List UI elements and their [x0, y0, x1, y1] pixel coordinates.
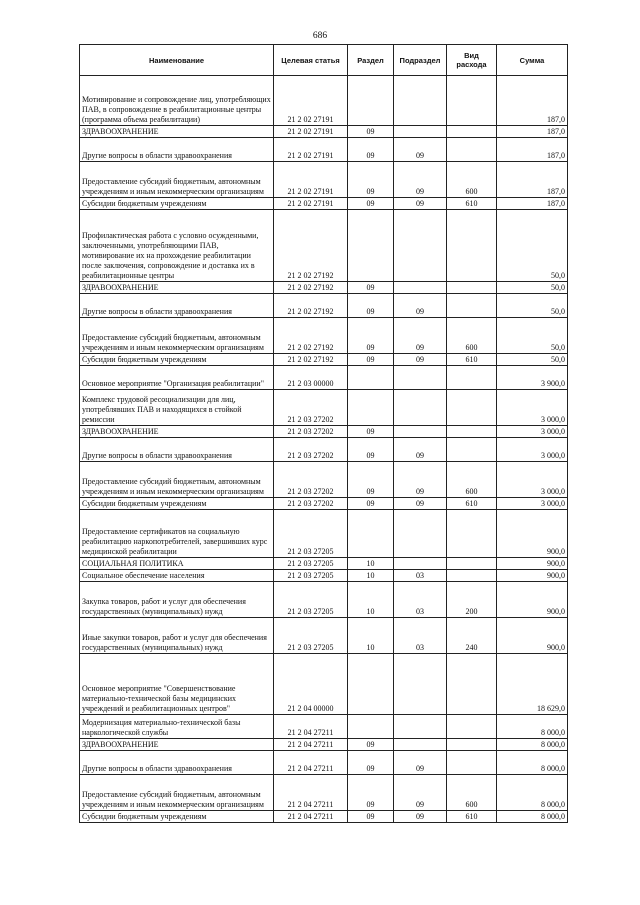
cell-sum: 900,0: [497, 510, 568, 558]
cell-sec: 09: [348, 498, 394, 510]
cell-sec: [348, 210, 394, 282]
cell-sum: 3 000,0: [497, 498, 568, 510]
cell-sub: 09: [394, 498, 447, 510]
cell-name: Основное мероприятие "Совершенствование материально-технической базы медицинских учреждений и реабилитационных центров": [80, 654, 274, 715]
cell-sum: 8 000,0: [497, 775, 568, 811]
cell-sum: 187,0: [497, 76, 568, 126]
table-row: [80, 126, 568, 138]
cell-sum: 8 000,0: [497, 751, 568, 775]
cell-sec: 10: [348, 570, 394, 582]
cell-sub: 09: [394, 318, 447, 354]
table-row: [80, 138, 568, 162]
cell-sub: 09: [394, 751, 447, 775]
cell-name: Другие вопросы в области здравоохранения: [80, 751, 274, 775]
cell-sum: 3 000,0: [497, 390, 568, 426]
cell-sub: 09: [394, 775, 447, 811]
table-row: [80, 739, 568, 751]
cell-vr: 200: [447, 582, 497, 618]
cell-sub: 09: [394, 162, 447, 198]
cell-cs: 21 2 04 27211: [274, 751, 348, 775]
cell-sum: 900,0: [497, 582, 568, 618]
table-row: [80, 570, 568, 582]
table-row: [80, 654, 568, 715]
cell-vr: 610: [447, 811, 497, 823]
cell-sec: [348, 654, 394, 715]
cell-sub: [394, 210, 447, 282]
cell-sec: 09: [348, 138, 394, 162]
cell-sec: 09: [348, 739, 394, 751]
cell-vr: [447, 126, 497, 138]
cell-cs: 21 2 03 27202: [274, 426, 348, 438]
cell-sec: [348, 76, 394, 126]
cell-sec: 09: [348, 426, 394, 438]
cell-name: ЗДРАВООХРАНЕНИЕ: [80, 426, 274, 438]
cell-sec: 09: [348, 751, 394, 775]
cell-vr: [447, 366, 497, 390]
header-section: Раздел: [348, 45, 394, 76]
cell-vr: 600: [447, 162, 497, 198]
cell-vr: [447, 558, 497, 570]
table-row: [80, 366, 568, 390]
cell-name: Социальное обеспечение населения: [80, 570, 274, 582]
cell-sub: [394, 126, 447, 138]
cell-vr: [447, 438, 497, 462]
cell-sum: 187,0: [497, 162, 568, 198]
cell-vr: 600: [447, 775, 497, 811]
cell-sum: 900,0: [497, 618, 568, 654]
table-row: [80, 318, 568, 354]
cell-vr: 600: [447, 318, 497, 354]
cell-cs: 21 2 02 27191: [274, 76, 348, 126]
cell-sum: 50,0: [497, 210, 568, 282]
cell-sum: 50,0: [497, 354, 568, 366]
cell-sum: 3 000,0: [497, 438, 568, 462]
cell-sum: 8 000,0: [497, 715, 568, 739]
cell-name: Предоставление субсидий бюджетным, автономным учреждениям и иным некоммерческим организациям: [80, 162, 274, 198]
cell-cs: 21 2 04 27211: [274, 739, 348, 751]
cell-sum: 18 629,0: [497, 654, 568, 715]
cell-sub: 09: [394, 354, 447, 366]
cell-cs: 21 2 03 27202: [274, 498, 348, 510]
cell-sec: 09: [348, 775, 394, 811]
table-row: [80, 354, 568, 366]
table-row: [80, 210, 568, 282]
cell-sum: 50,0: [497, 318, 568, 354]
cell-vr: 600: [447, 462, 497, 498]
cell-vr: [447, 570, 497, 582]
cell-cs: 21 2 02 27192: [274, 354, 348, 366]
cell-cs: 21 2 03 27202: [274, 438, 348, 462]
table-row: [80, 162, 568, 198]
cell-cs: 21 2 04 27211: [274, 811, 348, 823]
cell-name: Субсидии бюджетным учреждениям: [80, 354, 274, 366]
cell-cs: 21 2 03 27205: [274, 510, 348, 558]
cell-name: Субсидии бюджетным учреждениям: [80, 198, 274, 210]
cell-sum: 50,0: [497, 282, 568, 294]
cell-sec: [348, 510, 394, 558]
cell-vr: [447, 751, 497, 775]
table-row: [80, 558, 568, 570]
cell-name: Основное мероприятие "Организация реабилитации": [80, 366, 274, 390]
cell-sub: 09: [394, 811, 447, 823]
table-body: [80, 76, 568, 823]
cell-name: Другие вопросы в области здравоохранения: [80, 438, 274, 462]
cell-name: СОЦИАЛЬНАЯ ПОЛИТИКА: [80, 558, 274, 570]
cell-sub: 03: [394, 618, 447, 654]
cell-sub: 09: [394, 138, 447, 162]
cell-sum: 8 000,0: [497, 739, 568, 751]
table-row: [80, 198, 568, 210]
cell-sec: [348, 366, 394, 390]
cell-name: Предоставление субсидий бюджетным, автономным учреждениям и иным некоммерческим организациям: [80, 318, 274, 354]
cell-name: Профилактическая работа с условно осужденными, заключенными, употребляющими ПАВ, мотивирование их на прохождение реабилитации после заключения, сопровождение и доставка их в реабилитационные центры: [80, 210, 274, 282]
cell-vr: [447, 654, 497, 715]
cell-vr: [447, 390, 497, 426]
cell-sec: [348, 715, 394, 739]
cell-sub: [394, 426, 447, 438]
cell-sec: 09: [348, 198, 394, 210]
cell-sec: 09: [348, 811, 394, 823]
cell-cs: 21 2 02 27191: [274, 162, 348, 198]
cell-cs: 21 2 03 27202: [274, 462, 348, 498]
table-row: [80, 510, 568, 558]
table-row: [80, 715, 568, 739]
table-row: [80, 438, 568, 462]
cell-name: Закупка товаров, работ и услуг для обеспечения государственных (муниципальных) нужд: [80, 582, 274, 618]
cell-sum: 187,0: [497, 138, 568, 162]
table-row: [80, 775, 568, 811]
cell-vr: [447, 76, 497, 126]
cell-vr: [447, 282, 497, 294]
cell-name: ЗДРАВООХРАНЕНИЕ: [80, 739, 274, 751]
cell-name: Комплекс трудовой ресоциализации для лиц, употреблявших ПАВ и находящихся в стойкой ремиссии: [80, 390, 274, 426]
header-expense-type: Вид расхода: [447, 45, 497, 76]
cell-cs: 21 2 03 27205: [274, 618, 348, 654]
cell-sub: [394, 76, 447, 126]
page-number: 686: [312, 31, 328, 41]
cell-sub: [394, 739, 447, 751]
table-row: [80, 618, 568, 654]
cell-sum: 8 000,0: [497, 811, 568, 823]
table-row: [80, 498, 568, 510]
table-header-row: [80, 45, 568, 76]
cell-cs: 21 2 04 00000: [274, 654, 348, 715]
table-row: [80, 282, 568, 294]
cell-cs: 21 2 04 27211: [274, 775, 348, 811]
cell-sub: 09: [394, 294, 447, 318]
cell-sub: 09: [394, 438, 447, 462]
header-subsection: Подраздел: [394, 45, 447, 76]
cell-name: Предоставление сертификатов на социальную реабилитацию наркопотребителей, завершивших курс медицинской реабилитации: [80, 510, 274, 558]
cell-vr: [447, 294, 497, 318]
cell-vr: [447, 739, 497, 751]
cell-cs: 21 2 03 00000: [274, 366, 348, 390]
cell-sum: 3 900,0: [497, 366, 568, 390]
table-row: [80, 462, 568, 498]
table-row: [80, 426, 568, 438]
cell-sec: 10: [348, 558, 394, 570]
cell-cs: 21 2 02 27192: [274, 294, 348, 318]
cell-vr: 240: [447, 618, 497, 654]
cell-name: ЗДРАВООХРАНЕНИЕ: [80, 126, 274, 138]
cell-sec: 09: [348, 354, 394, 366]
cell-cs: 21 2 03 27202: [274, 390, 348, 426]
cell-name: Другие вопросы в области здравоохранения: [80, 138, 274, 162]
cell-sec: 10: [348, 618, 394, 654]
cell-cs: 21 2 02 27192: [274, 210, 348, 282]
header-sum: Сумма: [497, 45, 568, 76]
cell-name: Субсидии бюджетным учреждениям: [80, 811, 274, 823]
budget-table: [79, 44, 568, 823]
cell-sec: 09: [348, 282, 394, 294]
cell-sum: 3 000,0: [497, 462, 568, 498]
cell-sub: [394, 282, 447, 294]
cell-sec: 09: [348, 462, 394, 498]
cell-sub: [394, 366, 447, 390]
cell-sub: [394, 390, 447, 426]
cell-cs: 21 2 02 27192: [274, 318, 348, 354]
cell-name: Субсидии бюджетным учреждениям: [80, 498, 274, 510]
cell-name: Предоставление субсидий бюджетным, автономным учреждениям и иным некоммерческим организациям: [80, 775, 274, 811]
cell-sec: 09: [348, 438, 394, 462]
cell-vr: 610: [447, 354, 497, 366]
cell-cs: 21 2 02 27191: [274, 138, 348, 162]
cell-cs: 21 2 04 27211: [274, 715, 348, 739]
cell-sum: 187,0: [497, 198, 568, 210]
cell-sub: [394, 510, 447, 558]
cell-name: Другие вопросы в области здравоохранения: [80, 294, 274, 318]
cell-sub: [394, 715, 447, 739]
cell-sum: 900,0: [497, 570, 568, 582]
cell-sum: 900,0: [497, 558, 568, 570]
cell-vr: 610: [447, 198, 497, 210]
cell-sub: 09: [394, 462, 447, 498]
table-row: [80, 582, 568, 618]
cell-name: Модернизация материально-технической базы наркологической службы: [80, 715, 274, 739]
cell-sec: 09: [348, 294, 394, 318]
cell-name: Иные закупки товаров, работ и услуг для обеспечения государственных (муниципальных) нужд: [80, 618, 274, 654]
cell-name: Мотивирование и сопровождение лиц, употребляющих ПАВ, в сопровождение в реабилитационные центры (программа объема реабилитации): [80, 76, 274, 126]
cell-cs: 21 2 02 27191: [274, 198, 348, 210]
cell-vr: [447, 426, 497, 438]
table-row: [80, 390, 568, 426]
table-row: [80, 294, 568, 318]
cell-cs: 21 2 02 27192: [274, 282, 348, 294]
cell-name: ЗДРАВООХРАНЕНИЕ: [80, 282, 274, 294]
cell-sub: 03: [394, 570, 447, 582]
cell-cs: 21 2 03 27205: [274, 558, 348, 570]
cell-sub: 03: [394, 582, 447, 618]
table-row: [80, 751, 568, 775]
cell-cs: 21 2 03 27205: [274, 570, 348, 582]
cell-vr: [447, 210, 497, 282]
cell-sec: 10: [348, 582, 394, 618]
cell-vr: [447, 715, 497, 739]
cell-cs: 21 2 03 27205: [274, 582, 348, 618]
cell-vr: [447, 138, 497, 162]
cell-sec: 09: [348, 126, 394, 138]
cell-sec: [348, 390, 394, 426]
cell-sub: 09: [394, 198, 447, 210]
cell-cs: 21 2 02 27191: [274, 126, 348, 138]
cell-sub: [394, 654, 447, 715]
table-row: [80, 76, 568, 126]
cell-sub: [394, 558, 447, 570]
table-row: [80, 811, 568, 823]
cell-sec: 09: [348, 318, 394, 354]
cell-sum: 3 000,0: [497, 426, 568, 438]
cell-sec: 09: [348, 162, 394, 198]
cell-sum: 187,0: [497, 126, 568, 138]
cell-sum: 50,0: [497, 294, 568, 318]
header-target: Целевая статья: [274, 45, 348, 76]
cell-vr: [447, 510, 497, 558]
cell-vr: 610: [447, 498, 497, 510]
header-name: Наименование: [80, 45, 274, 76]
cell-name: Предоставление субсидий бюджетным, автономным учреждениям и иным некоммерческим организациям: [80, 462, 274, 498]
